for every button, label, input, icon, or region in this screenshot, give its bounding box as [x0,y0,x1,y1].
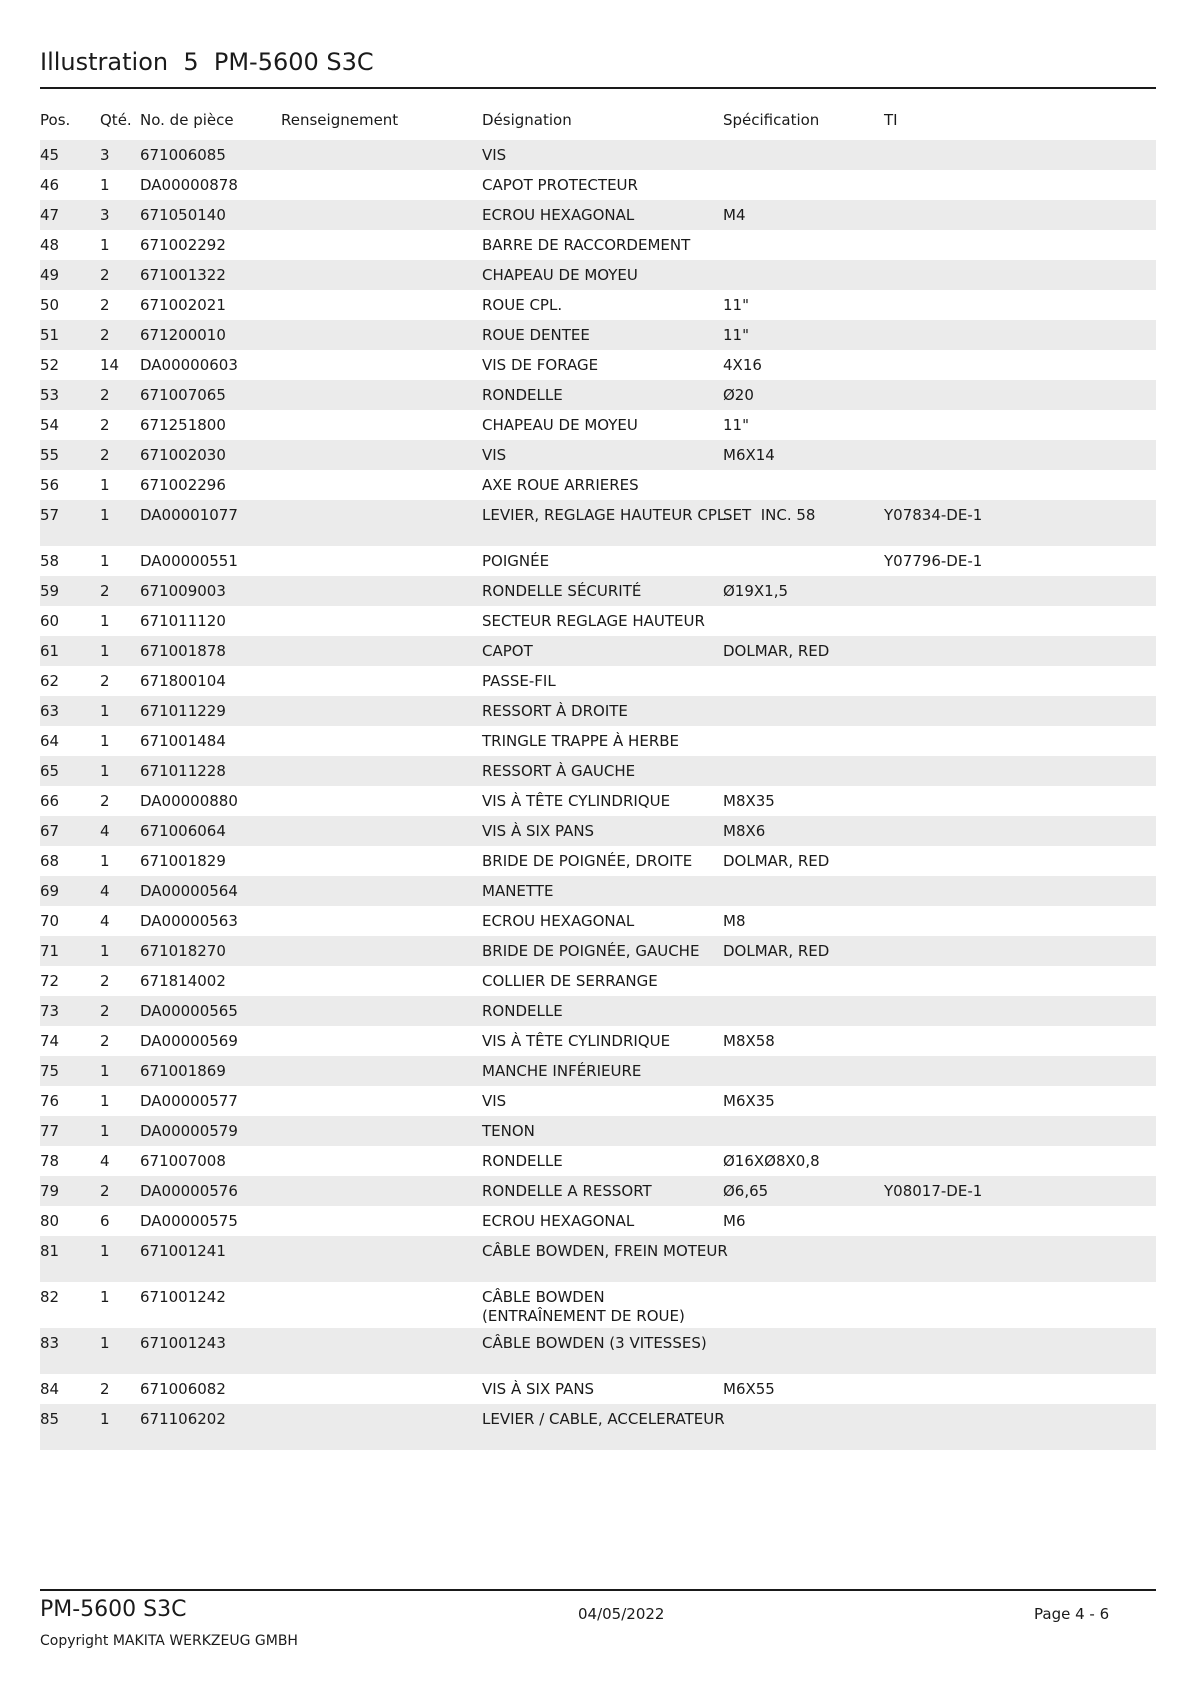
table-row [40,380,1156,410]
footer-copyright: Copyright MAKITA WERKZEUG GMBH [40,1633,298,1649]
cell-designation: ROUE DENTEE [482,326,590,344]
cell-qty: 1 [100,702,110,720]
cell-part-number: 671001242 [140,1288,226,1306]
cell-pos: 77 [40,1122,60,1140]
cell-part-number: DA00000564 [140,882,238,900]
cell-qty: 2 [100,672,110,690]
cell-qty: 1 [100,942,110,960]
table-row [40,576,1156,606]
cell-designation: LEVIER, REGLAGE HAUTEUR CPL. [482,506,731,524]
cell-spec: M6 [723,1212,746,1230]
cell-designation: VIS [482,446,507,464]
table-row [40,726,1156,756]
cell-part-number: 671002292 [140,236,226,254]
cell-designation: VIS À SIX PANS [482,1380,595,1398]
cell-pos: 75 [40,1062,60,1080]
cell-qty: 1 [100,476,110,494]
cell-designation: COLLIER DE SERRANGE [482,972,658,990]
cell-qty: 1 [100,506,110,524]
table-row [40,260,1156,290]
cell-spec: M8X35 [723,792,775,810]
cell-spec: M8 [723,912,746,930]
table-row [40,1116,1156,1146]
cell-designation: RESSORT À GAUCHE [482,762,636,780]
cell-qty: 1 [100,612,110,630]
cell-pos: 50 [40,296,60,314]
col-header-part-number: No. de pièce [140,111,234,129]
cell-spec: Ø6,65 [723,1182,769,1200]
cell-qty: 2 [100,792,110,810]
table-row [40,966,1156,996]
cell-part-number: 671106202 [140,1410,226,1428]
cell-pos: 78 [40,1152,60,1170]
cell-pos: 57 [40,506,60,524]
cell-pos: 45 [40,146,60,164]
cell-designation: TENON [482,1122,535,1140]
cell-pos: 66 [40,792,60,810]
cell-designation: VIS [482,1092,507,1110]
table-row [40,996,1156,1026]
table-row [40,1026,1156,1056]
cell-designation: LEVIER / CABLE, ACCELERATEUR [482,1410,725,1428]
table-row [40,666,1156,696]
cell-designation: ECROU HEXAGONAL [482,206,635,224]
cell-qty: 2 [100,1002,110,1020]
cell-part-number: DA00000551 [140,552,238,570]
cell-pos: 67 [40,822,60,840]
cell-designation: VIS À SIX PANS [482,822,595,840]
cell-qty: 2 [100,416,110,434]
cell-qty: 1 [100,852,110,870]
cell-qty: 2 [100,446,110,464]
cell-pos: 59 [40,582,60,600]
cell-qty: 2 [100,266,110,284]
cell-pos: 64 [40,732,60,750]
cell-pos: 69 [40,882,60,900]
cell-qty: 1 [100,236,110,254]
cell-pos: 46 [40,176,60,194]
cell-qty: 2 [100,1380,110,1398]
table-row [40,1206,1156,1236]
cell-designation: ECROU HEXAGONAL [482,1212,635,1230]
table-row [40,846,1156,876]
table-row [40,756,1156,786]
cell-qty: 1 [100,1122,110,1140]
cell-pos: 85 [40,1410,60,1428]
cell-pos: 61 [40,642,60,660]
cell-spec: M8X58 [723,1032,775,1050]
cell-qty: 1 [100,1242,110,1260]
header-divider [40,87,1156,89]
cell-designation: POIGNÉE [482,552,550,570]
table-row [40,1176,1156,1206]
cell-qty: 1 [100,1062,110,1080]
cell-spec: Ø19X1,5 [723,582,789,600]
cell-qty: 14 [100,356,120,374]
cell-part-number: DA00000565 [140,1002,238,1020]
cell-part-number: 671001878 [140,642,226,660]
cell-pos: 54 [40,416,60,434]
table-row [40,200,1156,230]
table-row [40,440,1156,470]
cell-part-number: 671011120 [140,612,226,630]
table-row [40,786,1156,816]
cell-spec: M4 [723,206,746,224]
cell-designation: RONDELLE [482,1002,563,1020]
cell-designation: TRINGLE TRAPPE À HERBE [482,732,680,750]
col-header-ti: TI [884,111,898,129]
cell-qty: 4 [100,1152,110,1170]
cell-part-number: 671800104 [140,672,226,690]
cell-designation: PASSE-FIL [482,672,556,690]
cell-qty: 2 [100,386,110,404]
cell-designation: CHAPEAU DE MOYEU [482,266,638,284]
cell-pos: 56 [40,476,60,494]
cell-spec: M6X55 [723,1380,775,1398]
page-title: Illustration 5 PM-5600 S3C [40,48,374,76]
cell-pos: 68 [40,852,60,870]
cell-pos: 82 [40,1288,60,1306]
col-header-info: Renseignement [281,111,399,129]
table-row [40,1404,1156,1450]
cell-ti: Y08017-DE-1 [884,1182,983,1200]
footer-divider [40,1589,1156,1591]
cell-part-number: 671011229 [140,702,226,720]
cell-qty: 2 [100,1032,110,1050]
footer-date: 04/05/2022 [578,1605,665,1623]
cell-pos: 80 [40,1212,60,1230]
cell-part-number: 671007065 [140,386,226,404]
col-header-pos: Pos. [40,111,71,129]
cell-pos: 74 [40,1032,60,1050]
cell-part-number: 671006085 [140,146,226,164]
cell-part-number: 671002021 [140,296,226,314]
cell-qty: 2 [100,296,110,314]
cell-pos: 84 [40,1380,60,1398]
cell-part-number: 671002030 [140,446,226,464]
cell-part-number: 671007008 [140,1152,226,1170]
col-header-qty: Qté. [100,111,132,129]
cell-qty: 1 [100,552,110,570]
cell-qty: 1 [100,732,110,750]
table-body [40,140,1156,1450]
table-row [40,350,1156,380]
cell-pos: 48 [40,236,60,254]
cell-designation: RONDELLE [482,386,563,404]
cell-designation: VIS À TÊTE CYLINDRIQUE [482,1032,671,1050]
cell-designation: RESSORT À DROITE [482,702,628,720]
cell-ti: Y07796-DE-1 [884,552,983,570]
table-row [40,320,1156,350]
cell-designation: CÂBLE BOWDEN (ENTRAÎNEMENT DE ROUE) [482,1288,685,1325]
cell-spec: 11" [723,296,749,314]
cell-part-number: 671001869 [140,1062,226,1080]
cell-qty: 2 [100,326,110,344]
cell-qty: 6 [100,1212,110,1230]
cell-part-number: 671001484 [140,732,226,750]
cell-spec: M8X6 [723,822,766,840]
cell-part-number: DA00000569 [140,1032,238,1050]
cell-part-number: 671001322 [140,266,226,284]
cell-pos: 81 [40,1242,60,1260]
cell-qty: 1 [100,1334,110,1352]
cell-spec: 4X16 [723,356,762,374]
cell-pos: 65 [40,762,60,780]
cell-part-number: DA00001077 [140,506,238,524]
cell-designation: CÂBLE BOWDEN, FREIN MOTEUR [482,1242,728,1260]
cell-qty: 1 [100,1288,110,1306]
cell-pos: 51 [40,326,60,344]
cell-spec: DOLMAR, RED [723,942,830,960]
cell-designation: BARRE DE RACCORDEMENT [482,236,691,254]
footer-model: PM-5600 S3C [40,1597,187,1622]
cell-designation: RONDELLE A RESSORT [482,1182,652,1200]
cell-designation: CAPOT [482,642,533,660]
table-row [40,500,1156,546]
cell-qty: 4 [100,822,110,840]
cell-designation: SECTEUR REGLAGE HAUTEUR [482,612,705,630]
cell-part-number: DA00000576 [140,1182,238,1200]
cell-spec: 11" [723,326,749,344]
cell-part-number: DA00000579 [140,1122,238,1140]
cell-spec: M6X14 [723,446,775,464]
table-row [40,546,1156,576]
cell-qty: 4 [100,882,110,900]
col-header-spec: Spécification [723,111,820,129]
cell-designation: CAPOT PROTECTEUR [482,176,638,194]
col-header-designation: Désignation [482,111,572,129]
cell-pos: 55 [40,446,60,464]
cell-part-number: 671200010 [140,326,226,344]
table-row [40,1236,1156,1282]
table-row [40,906,1156,936]
cell-designation: ROUE CPL. [482,296,563,314]
cell-part-number: 671006064 [140,822,226,840]
cell-qty: 1 [100,1092,110,1110]
cell-part-number: 671002296 [140,476,226,494]
table-row [40,1056,1156,1086]
cell-pos: 76 [40,1092,60,1110]
cell-designation: CHAPEAU DE MOYEU [482,416,638,434]
cell-part-number: 671001241 [140,1242,226,1260]
cell-part-number: 671001243 [140,1334,226,1352]
table-row [40,936,1156,966]
cell-designation: VIS DE FORAGE [482,356,599,374]
table-row [40,470,1156,500]
cell-pos: 49 [40,266,60,284]
table-row [40,636,1156,666]
cell-pos: 72 [40,972,60,990]
cell-pos: 62 [40,672,60,690]
table-row [40,1374,1156,1404]
cell-pos: 60 [40,612,60,630]
cell-part-number: DA00000577 [140,1092,238,1110]
cell-pos: 79 [40,1182,60,1200]
cell-part-number: 671050140 [140,206,226,224]
footer-page-number: Page 4 - 6 [1034,1605,1110,1623]
cell-qty: 1 [100,176,110,194]
cell-designation: VIS [482,146,507,164]
cell-designation: VIS À TÊTE CYLINDRIQUE [482,792,671,810]
cell-part-number: 671814002 [140,972,226,990]
table-row [40,410,1156,440]
cell-qty: 1 [100,762,110,780]
cell-designation: AXE ROUE ARRIERES [482,476,639,494]
cell-part-number: DA00000880 [140,792,238,810]
cell-qty: 2 [100,582,110,600]
table-row [40,876,1156,906]
cell-part-number: 671251800 [140,416,226,434]
cell-part-number: 671011228 [140,762,226,780]
cell-pos: 73 [40,1002,60,1020]
table-row [40,1282,1156,1328]
table-row [40,290,1156,320]
cell-spec: Ø16XØ8X0,8 [723,1152,820,1170]
cell-designation: CÂBLE BOWDEN (3 VITESSES) [482,1334,707,1352]
cell-qty: 4 [100,912,110,930]
cell-part-number: DA00000563 [140,912,238,930]
cell-pos: 71 [40,942,60,960]
cell-pos: 52 [40,356,60,374]
cell-part-number: 671009003 [140,582,226,600]
cell-part-number: DA00000878 [140,176,238,194]
cell-designation: ECROU HEXAGONAL [482,912,635,930]
cell-designation: RONDELLE SÉCURITÉ [482,582,642,600]
table-row [40,1086,1156,1116]
cell-designation: MANETTE [482,882,554,900]
table-row [40,230,1156,260]
cell-pos: 47 [40,206,60,224]
cell-pos: 83 [40,1334,60,1352]
cell-pos: 70 [40,912,60,930]
cell-qty: 2 [100,1182,110,1200]
table-row [40,1146,1156,1176]
cell-spec: DOLMAR, RED [723,852,830,870]
cell-spec: 11" [723,416,749,434]
cell-designation: BRIDE DE POIGNÉE, DROITE [482,852,693,870]
cell-spec: M6X35 [723,1092,775,1110]
cell-pos: 63 [40,702,60,720]
cell-designation: MANCHE INFÉRIEURE [482,1062,642,1080]
parts-table [40,105,1156,1450]
cell-qty: 2 [100,972,110,990]
table-row [40,1328,1156,1374]
cell-qty: 3 [100,206,110,224]
cell-ti: Y07834-DE-1 [884,506,983,524]
cell-spec: DOLMAR, RED [723,642,830,660]
cell-designation: BRIDE DE POIGNÉE, GAUCHE [482,942,700,960]
cell-designation: RONDELLE [482,1152,563,1170]
table-row [40,140,1156,170]
cell-part-number: 671006082 [140,1380,226,1398]
table-row [40,816,1156,846]
cell-part-number: DA00000575 [140,1212,238,1230]
cell-qty: 1 [100,1410,110,1428]
cell-pos: 58 [40,552,60,570]
table-row [40,170,1156,200]
cell-part-number: 671018270 [140,942,226,960]
cell-spec: Ø20 [723,386,754,404]
cell-part-number: DA00000603 [140,356,238,374]
cell-spec: SET INC. 58 [723,506,816,524]
cell-qty: 3 [100,146,110,164]
table-header [40,105,1156,140]
cell-qty: 1 [100,642,110,660]
cell-part-number: 671001829 [140,852,226,870]
cell-pos: 53 [40,386,60,404]
table-row [40,696,1156,726]
table-row [40,606,1156,636]
